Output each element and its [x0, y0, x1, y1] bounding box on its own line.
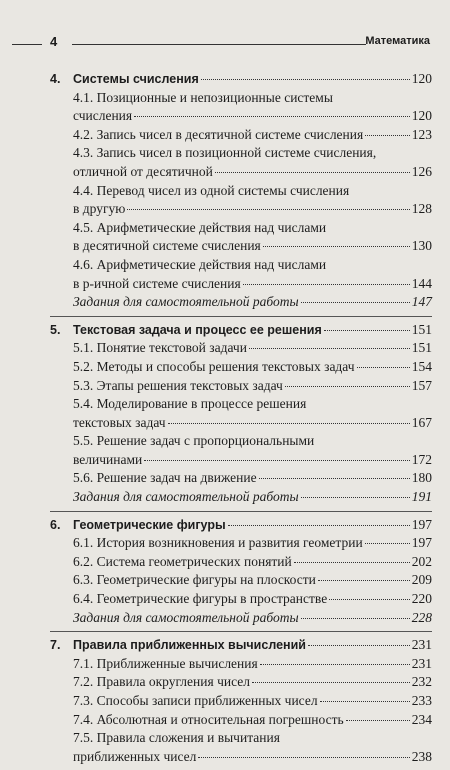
chapter-title: Геометрические фигуры [73, 517, 226, 532]
dot-leader [260, 664, 410, 665]
section-entry [50, 256, 432, 275]
chapter-title: Текстовая задача и процесс ее решения [73, 322, 322, 337]
dot-leader [346, 720, 410, 721]
section-entry [50, 237, 432, 256]
section-entry [50, 358, 432, 377]
toc-chapter [50, 632, 432, 770]
entry-page: 144 [411, 275, 432, 291]
toc-chapter [50, 512, 432, 633]
entry-page: 128 [411, 201, 432, 217]
toc-chapter [50, 66, 432, 317]
chapter-number: 6. [50, 517, 61, 532]
header-rule-left [12, 44, 42, 45]
entry-text: 5.3. Этапы решения текстовых задач [73, 377, 283, 393]
entry-page: 120 [411, 108, 432, 124]
entry-page: 154 [411, 358, 432, 374]
dot-leader [228, 525, 410, 526]
section-entry [50, 219, 432, 238]
entry-text: отличной от десятичной [73, 163, 213, 179]
dot-leader [365, 135, 410, 136]
dot-leader [168, 423, 410, 424]
dot-leader [357, 367, 410, 368]
running-header [0, 34, 450, 54]
section-entry [50, 432, 432, 451]
entry-page: 197 [411, 535, 432, 551]
chapter-heading [50, 321, 432, 340]
entry-page: 147 [411, 294, 432, 310]
entry-text: Задания для самостоятельной работы [73, 294, 299, 310]
exercises-entry [50, 293, 432, 312]
dot-leader [243, 284, 410, 285]
section-entry [50, 182, 432, 201]
entry-text: 4.1. Позиционные и непозиционные системы [73, 89, 333, 105]
chapter-page: 197 [411, 516, 432, 532]
entry-page: 151 [411, 340, 432, 356]
section-entry [50, 673, 432, 692]
entry-text: в десятичной системе счисления [73, 238, 261, 254]
dot-leader [201, 79, 410, 80]
entry-text: 5.6. Решение задач на движение [73, 470, 257, 486]
section-entry [50, 553, 432, 572]
entry-text: Задания для самостоятельной работы [73, 609, 299, 625]
section-entry [50, 590, 432, 609]
entry-page: 209 [411, 572, 432, 588]
chapter-heading [50, 70, 432, 89]
entry-text: величинами [73, 451, 143, 467]
dot-leader [259, 478, 410, 479]
dot-leader [301, 618, 410, 619]
table-of-contents [50, 66, 432, 770]
entry-text: 6.2. Система геометрических понятий [73, 553, 292, 569]
dot-leader [215, 172, 410, 173]
section-entry [50, 655, 432, 674]
chapter-number: 4. [50, 72, 61, 86]
chapter-number: 5. [50, 322, 61, 337]
section-entry [50, 200, 432, 219]
dot-leader [285, 386, 410, 387]
section-entry [50, 395, 432, 414]
dot-leader [144, 460, 410, 461]
entry-text: 5.1. Понятие текстовой задачи [73, 340, 247, 356]
section-entry [50, 748, 432, 767]
entry-page: 180 [411, 470, 432, 486]
entry-text: Задания для самостоятельной работы [73, 489, 299, 505]
entry-text: текстовых задач [73, 414, 166, 430]
chapter-page: 151 [411, 321, 432, 337]
section-entry [50, 275, 432, 294]
entry-page: 228 [411, 609, 432, 625]
entry-text: 7.3. Способы записи приближенных чисел [73, 693, 318, 708]
chapter-page: 120 [411, 71, 432, 86]
entry-page: 238 [411, 748, 432, 764]
section-entry [50, 571, 432, 590]
section-entry [50, 534, 432, 553]
section-entry [50, 469, 432, 488]
entry-text: 7.4. Абсолютная и относительная погрешность [73, 711, 344, 727]
section-entry [50, 163, 432, 182]
chapter-page: 231 [411, 637, 432, 653]
section-entry [50, 107, 432, 126]
dot-leader [329, 599, 410, 600]
entry-page: 232 [411, 674, 432, 690]
entry-page: 220 [411, 591, 432, 607]
entry-page: 234 [411, 711, 432, 727]
chapter-heading [50, 636, 432, 655]
section-entry [50, 692, 432, 711]
section-entry [50, 451, 432, 470]
entry-page: 202 [411, 553, 432, 569]
book-title: Математика [365, 35, 430, 47]
dot-leader [318, 580, 410, 581]
section-entry [50, 729, 432, 748]
dot-leader [198, 757, 409, 758]
entry-page: 126 [411, 163, 432, 179]
section-entry [50, 414, 432, 433]
entry-page: 157 [411, 377, 432, 393]
exercises-entry [50, 488, 432, 507]
dot-leader [301, 302, 410, 303]
entry-text: 5.2. Методы и способы решения текстовых задач [73, 358, 355, 374]
entry-page: 172 [411, 451, 432, 467]
entry-page: 123 [411, 126, 432, 142]
entry-text: в другую [73, 201, 126, 217]
entry-text: 4.5. Арифметические действия над числами [73, 219, 327, 235]
page-number: 4 [50, 34, 58, 49]
entry-page: 191 [411, 489, 432, 505]
chapter-title: Правила приближенных вычислений [73, 638, 306, 653]
entry-text: 4.3. Запись чисел в позиционной системе счисления, [73, 145, 377, 161]
entry-text: счисления [73, 108, 133, 124]
exercises-entry [50, 609, 432, 628]
entry-page: 130 [411, 238, 432, 254]
section-entry [50, 711, 432, 730]
dot-leader [324, 330, 410, 331]
entry-text: 7.2. Правила округления чисел [73, 674, 250, 690]
entry-text: 7.5. Правила сложения и вычитания [73, 730, 280, 746]
dot-leader [294, 562, 410, 563]
entry-text: 4.4. Перевод чисел из одной системы счисления [73, 182, 350, 198]
dot-leader [301, 497, 410, 498]
entry-text: 5.4. Моделирование в процессе решения [73, 396, 307, 412]
entry-text: приближенных чисел [73, 748, 197, 764]
dot-leader [320, 701, 410, 702]
section-entry [50, 377, 432, 396]
dot-leader [365, 543, 410, 544]
entry-text: 7.1. Приближенные вычисления [73, 655, 258, 671]
section-entry [50, 339, 432, 358]
dot-leader [127, 209, 409, 210]
entry-page: 231 [411, 655, 432, 671]
entry-text: 6.4. Геометрические фигуры в пространстве [73, 591, 328, 607]
dot-leader [308, 645, 410, 646]
entry-text: 5.5. Решение задач с пропорциональными [73, 433, 315, 449]
entry-text: 4.2. Запись чисел в десятичной системе счисления [73, 126, 364, 142]
entry-text: в p-ичной системе счисления [73, 275, 241, 291]
dot-leader [252, 682, 410, 683]
section-entry [50, 144, 432, 163]
entry-text: 6.3. Геометрические фигуры на плоскости [73, 572, 316, 588]
entry-text: 6.1. История возникновения и развития геометрии [73, 535, 363, 551]
entry-page: 167 [411, 414, 432, 430]
entry-text: 4.6. Арифметические действия над числами [73, 256, 327, 272]
chapter-title: Системы счисления [73, 72, 199, 86]
header-rule-right [72, 44, 366, 45]
entry-page: 233 [411, 693, 432, 708]
toc-chapter [50, 317, 432, 512]
dot-leader [249, 348, 410, 349]
section-entry [50, 126, 432, 145]
dot-leader [263, 246, 410, 247]
chapter-number: 7. [50, 638, 61, 653]
dot-leader [134, 116, 410, 117]
chapter-heading [50, 516, 432, 535]
section-entry [50, 89, 432, 108]
